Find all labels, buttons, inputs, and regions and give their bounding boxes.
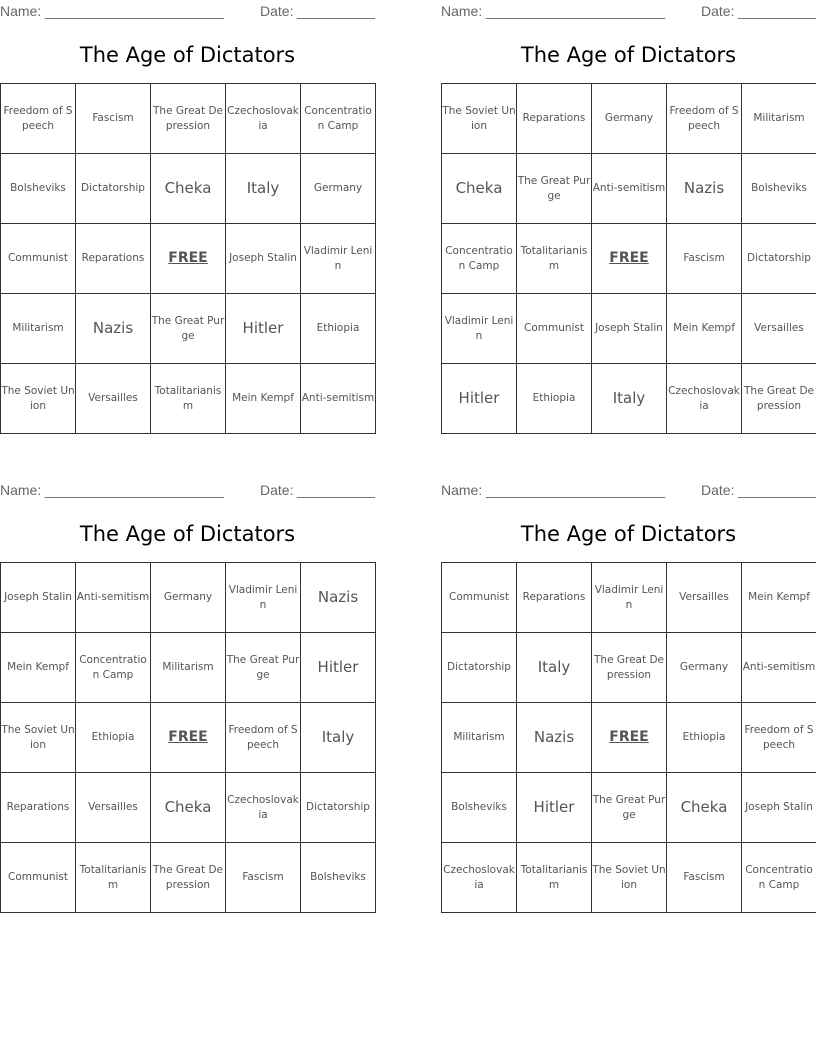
- bingo-grid: [441, 562, 816, 913]
- bingo-cell[interactable]: Communist: [442, 563, 517, 633]
- bingo-cell[interactable]: Mein Kempf: [742, 563, 816, 633]
- bingo-cell[interactable]: Concentration Camp: [76, 633, 151, 703]
- grid-row: [1, 364, 376, 434]
- bingo-cell[interactable]: Italy: [226, 154, 301, 224]
- grid-row: [1, 843, 376, 913]
- name-line: _______________________: [45, 3, 225, 19]
- date-line: __________: [297, 482, 375, 498]
- bingo-cell[interactable]: Hitler: [442, 364, 517, 434]
- name-line: _______________________: [45, 482, 225, 498]
- grid-row: [1, 84, 376, 154]
- bingo-cell[interactable]: The Great Purge: [517, 154, 592, 224]
- bingo-cell[interactable]: Anti-semitism: [76, 563, 151, 633]
- free-space-cell[interactable]: FREE: [592, 224, 667, 294]
- bingo-cell[interactable]: Dictatorship: [76, 154, 151, 224]
- bingo-cell[interactable]: Reparations: [1, 773, 76, 843]
- bingo-card-1: [0, 0, 375, 430]
- bingo-cell[interactable]: Hitler: [226, 294, 301, 364]
- bingo-cell[interactable]: Nazis: [517, 703, 592, 773]
- grid-row: [442, 294, 816, 364]
- bingo-cell[interactable]: Versailles: [76, 364, 151, 434]
- bingo-cell[interactable]: Czechoslovakia: [442, 843, 517, 913]
- bingo-cell[interactable]: Militarism: [442, 703, 517, 773]
- bingo-cell[interactable]: Reparations: [517, 563, 592, 633]
- bingo-card-4: [441, 479, 816, 909]
- bingo-cell[interactable]: Reparations: [517, 84, 592, 154]
- bingo-cell[interactable]: The Great Purge: [151, 294, 226, 364]
- grid-row: [442, 364, 816, 434]
- grid-row: [1, 703, 376, 773]
- bingo-cell[interactable]: The Soviet Union: [1, 703, 76, 773]
- date-line: __________: [738, 482, 816, 498]
- bingo-cell[interactable]: The Great Depression: [742, 364, 816, 434]
- bingo-cell[interactable]: Ethiopia: [76, 703, 151, 773]
- bingo-cell[interactable]: Totalitarianism: [151, 364, 226, 434]
- bingo-cell[interactable]: Freedom of Speech: [226, 703, 301, 773]
- free-space-cell[interactable]: FREE: [151, 703, 226, 773]
- grid-row: [442, 224, 816, 294]
- bingo-cell[interactable]: Joseph Stalin: [1, 563, 76, 633]
- grid-row: [1, 633, 376, 703]
- bingo-cell[interactable]: Freedom of Speech: [742, 703, 816, 773]
- date-label: Date:: [260, 3, 294, 19]
- free-space-cell[interactable]: FREE: [592, 703, 667, 773]
- bingo-cell[interactable]: The Great Purge: [226, 633, 301, 703]
- name-date-row: [441, 482, 816, 498]
- name-date-row: [441, 3, 816, 19]
- bingo-cell[interactable]: Joseph Stalin: [226, 224, 301, 294]
- bingo-cell[interactable]: Versailles: [76, 773, 151, 843]
- bingo-cell[interactable]: Germany: [301, 154, 376, 224]
- bingo-cell[interactable]: Freedom of Speech: [1, 84, 76, 154]
- bingo-cell[interactable]: Ethiopia: [301, 294, 376, 364]
- bingo-cell[interactable]: Germany: [151, 563, 226, 633]
- bingo-cell[interactable]: Czechoslovakia: [226, 84, 301, 154]
- bingo-cell[interactable]: Hitler: [301, 633, 376, 703]
- bingo-grid: [0, 83, 376, 434]
- bingo-cell[interactable]: The Great Depression: [151, 84, 226, 154]
- bingo-cell[interactable]: Vladimir Lenin: [442, 294, 517, 364]
- grid-row: [1, 224, 376, 294]
- bingo-cell[interactable]: The Soviet Union: [592, 843, 667, 913]
- bingo-cell[interactable]: Bolsheviks: [742, 154, 816, 224]
- bingo-cell[interactable]: Mein Kempf: [226, 364, 301, 434]
- name-date-row: [0, 3, 375, 19]
- card-title: The Age of Dictators: [520, 43, 737, 67]
- bingo-cell[interactable]: Bolsheviks: [301, 843, 376, 913]
- free-space-cell[interactable]: FREE: [151, 224, 226, 294]
- bingo-cell[interactable]: Militarism: [742, 84, 816, 154]
- grid-row: [1, 294, 376, 364]
- bingo-cell[interactable]: Concentration Camp: [742, 843, 816, 913]
- bingo-cell[interactable]: Germany: [592, 84, 667, 154]
- bingo-cell[interactable]: Concentration Camp: [301, 84, 376, 154]
- bingo-cell[interactable]: Mein Kempf: [1, 633, 76, 703]
- bingo-cell[interactable]: Italy: [301, 703, 376, 773]
- grid-row: [442, 703, 816, 773]
- grid-row: [442, 633, 816, 703]
- bingo-cell[interactable]: Vladimir Lenin: [592, 563, 667, 633]
- name-label: Name:: [441, 3, 483, 19]
- bingo-cell[interactable]: Fascism: [226, 843, 301, 913]
- date-label: Date:: [701, 3, 735, 19]
- date-line: __________: [738, 3, 816, 19]
- grid-row: [442, 154, 816, 224]
- bingo-cell[interactable]: Communist: [517, 294, 592, 364]
- name-label: Name:: [441, 482, 483, 498]
- bingo-cell[interactable]: Totalitarianism: [517, 843, 592, 913]
- bingo-cell[interactable]: Czechoslovakia: [667, 364, 742, 434]
- bingo-cell[interactable]: Czechoslovakia: [226, 773, 301, 843]
- date-line: __________: [297, 3, 375, 19]
- grid-row: [1, 154, 376, 224]
- bingo-cell[interactable]: Vladimir Lenin: [301, 224, 376, 294]
- bingo-cell[interactable]: Bolsheviks: [1, 154, 76, 224]
- bingo-cell[interactable]: Mein Kempf: [667, 294, 742, 364]
- bingo-cell[interactable]: The Great Depression: [592, 633, 667, 703]
- bingo-cell[interactable]: Totalitarianism: [76, 843, 151, 913]
- bingo-cell[interactable]: Anti-semitism: [742, 633, 816, 703]
- grid-row: [1, 563, 376, 633]
- bingo-cell[interactable]: Reparations: [76, 224, 151, 294]
- bingo-cell[interactable]: Nazis: [667, 154, 742, 224]
- name-label: Name:: [0, 3, 42, 19]
- bingo-cell[interactable]: The Great Depression: [151, 843, 226, 913]
- bingo-cell[interactable]: Nazis: [301, 563, 376, 633]
- grid-row: [442, 773, 816, 843]
- grid-row: [442, 84, 816, 154]
- bingo-cell[interactable]: Communist: [1, 224, 76, 294]
- bingo-cell[interactable]: Anti-semitism: [301, 364, 376, 434]
- bingo-cell[interactable]: Cheka: [151, 773, 226, 843]
- name-line: _______________________: [486, 3, 666, 19]
- bingo-cell[interactable]: Concentration Camp: [442, 224, 517, 294]
- bingo-cell[interactable]: Nazis: [76, 294, 151, 364]
- bingo-cell[interactable]: Fascism: [76, 84, 151, 154]
- card-title: The Age of Dictators: [79, 43, 296, 67]
- bingo-cell[interactable]: Ethiopia: [517, 364, 592, 434]
- bingo-cell[interactable]: Communist: [1, 843, 76, 913]
- name-date-row: [0, 482, 375, 498]
- bingo-cell[interactable]: Versailles: [667, 563, 742, 633]
- name-label: Name:: [0, 482, 42, 498]
- date-label: Date:: [701, 482, 735, 498]
- grid-row: [442, 563, 816, 633]
- bingo-cell[interactable]: Ethiopia: [667, 703, 742, 773]
- bingo-cell[interactable]: Cheka: [667, 773, 742, 843]
- card-title: The Age of Dictators: [520, 522, 737, 546]
- bingo-cell[interactable]: Dictatorship: [442, 633, 517, 703]
- bingo-cell[interactable]: Militarism: [1, 294, 76, 364]
- bingo-cell[interactable]: Germany: [667, 633, 742, 703]
- bingo-cell[interactable]: Totalitarianism: [517, 224, 592, 294]
- bingo-cell[interactable]: Versailles: [742, 294, 816, 364]
- bingo-cell[interactable]: Dictatorship: [742, 224, 816, 294]
- card-title: The Age of Dictators: [79, 522, 296, 546]
- bingo-cell[interactable]: Dictatorship: [301, 773, 376, 843]
- bingo-cell[interactable]: Fascism: [667, 843, 742, 913]
- bingo-cell[interactable]: Italy: [517, 633, 592, 703]
- bingo-grid: [0, 562, 376, 913]
- bingo-cell[interactable]: Bolsheviks: [442, 773, 517, 843]
- bingo-cell[interactable]: Vladimir Lenin: [226, 563, 301, 633]
- bingo-cell[interactable]: Anti-semitism: [592, 154, 667, 224]
- bingo-cell[interactable]: Militarism: [151, 633, 226, 703]
- grid-row: [442, 843, 816, 913]
- bingo-cell[interactable]: The Great Purge: [592, 773, 667, 843]
- bingo-grid: [441, 83, 816, 434]
- bingo-cell[interactable]: Cheka: [151, 154, 226, 224]
- grid-row: [1, 773, 376, 843]
- bingo-cell[interactable]: Italy: [592, 364, 667, 434]
- date-label: Date:: [260, 482, 294, 498]
- bingo-cell[interactable]: Freedom of Speech: [667, 84, 742, 154]
- bingo-card-3: [0, 479, 375, 909]
- bingo-card-2: [441, 0, 816, 430]
- bingo-cell[interactable]: Joseph Stalin: [592, 294, 667, 364]
- bingo-cell[interactable]: Joseph Stalin: [742, 773, 816, 843]
- bingo-cell[interactable]: The Soviet Union: [1, 364, 76, 434]
- bingo-cell[interactable]: Cheka: [442, 154, 517, 224]
- bingo-cell[interactable]: Fascism: [667, 224, 742, 294]
- name-line: _______________________: [486, 482, 666, 498]
- bingo-cell[interactable]: Hitler: [517, 773, 592, 843]
- bingo-cell[interactable]: The Soviet Union: [442, 84, 517, 154]
